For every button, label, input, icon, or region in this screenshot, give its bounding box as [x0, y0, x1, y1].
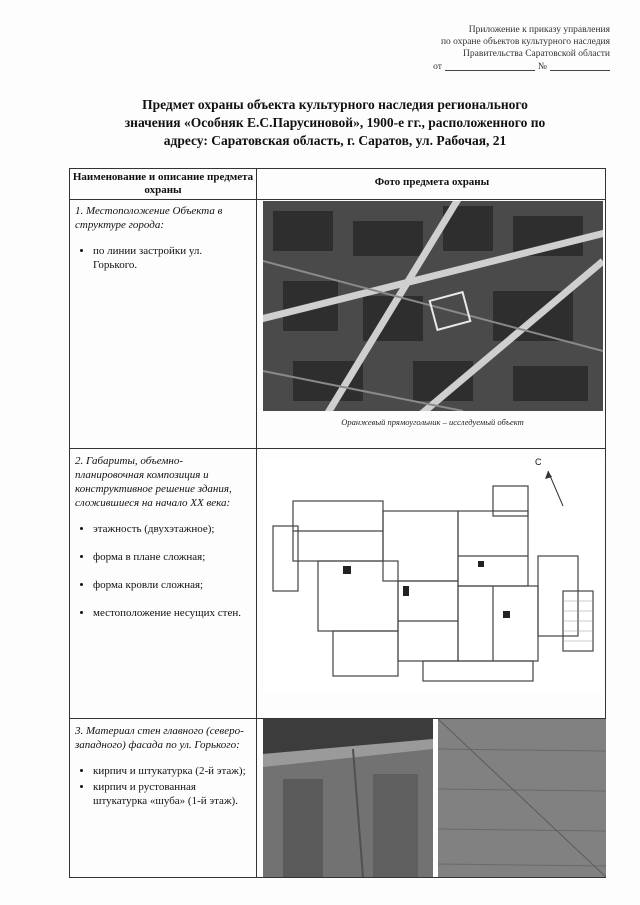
list-item: • кирпич и штукатурка (2-й этаж);: [93, 764, 249, 778]
col1-header: Наименование и описание предмета охраны: [72, 171, 254, 196]
list-item: • этажность (двухэтажное);: [93, 522, 249, 536]
floor-plan-drawing: [263, 461, 603, 691]
date-blank: [445, 61, 535, 71]
facade-photo-upper: [263, 719, 433, 877]
table-header: [70, 169, 605, 200]
appendix-line-1: Приложение к приказу управления: [468, 25, 610, 35]
photo-caption: Оранжевый прямоугольник – исследуемый объект: [341, 417, 524, 427]
item-list: [75, 522, 249, 620]
facade-photo-lower: [438, 719, 606, 877]
table-row: [70, 449, 605, 719]
number-blank: [550, 61, 610, 71]
aerial-photo: [263, 201, 603, 411]
aerial-photo-image: [263, 201, 603, 411]
list-item: • по линии застройки ул. Горького.: [93, 244, 249, 272]
document-title: [90, 96, 580, 150]
list-item: • кирпич и рустованная штукатурка «шуба» (1-й этаж).: [93, 780, 249, 808]
item-list: [75, 244, 249, 272]
list-item: • местоположение несущих стен.: [93, 606, 249, 620]
table-row: [70, 719, 605, 879]
facade-photo-upper-image: [263, 719, 433, 877]
list-item: • форма в плане сложная;: [93, 550, 249, 564]
table-row: [70, 199, 605, 449]
facade-photo-lower-image: [438, 719, 606, 877]
row-description: [75, 204, 249, 286]
appendix-line-2: по охране объектов культурного наследия: [440, 37, 610, 47]
row-heading: 2. Габариты, объемно-планировочная композиция и конструктивное решение здания, сложившиеся на начало XX века:: [75, 455, 232, 509]
appendix-header: [395, 24, 610, 73]
item-list: [75, 764, 249, 808]
row-description: [75, 724, 249, 822]
floor-plan: [263, 457, 603, 691]
row-description: [75, 454, 249, 634]
compass-label: С: [535, 457, 542, 467]
protection-table: [69, 168, 606, 878]
appendix-sign-line: [395, 61, 610, 73]
title-line-2: значения «Особняк Е.С.Парусиновой», 1900-е гг., расположенного по: [124, 115, 546, 130]
list-item: • форма кровли сложная;: [93, 578, 249, 592]
row-heading: 3. Материал стен главного (северо-западного) фасада по ул. Горького:: [75, 725, 244, 751]
appendix-line-3: Правительства Саратовской области: [463, 49, 610, 59]
appendix-number-label: №: [537, 62, 547, 72]
appendix-from-label: от: [433, 62, 442, 72]
col2-header: Фото предмета охраны: [374, 176, 490, 188]
row-heading: 1. Местоположение Объекта в структуре города:: [75, 205, 223, 231]
title-line-3: адресу: Саратовская область, г. Саратов, ул. Рабочая, 21: [163, 133, 507, 148]
title-line-1: Предмет охраны объекта культурного наследия регионального: [142, 97, 528, 112]
